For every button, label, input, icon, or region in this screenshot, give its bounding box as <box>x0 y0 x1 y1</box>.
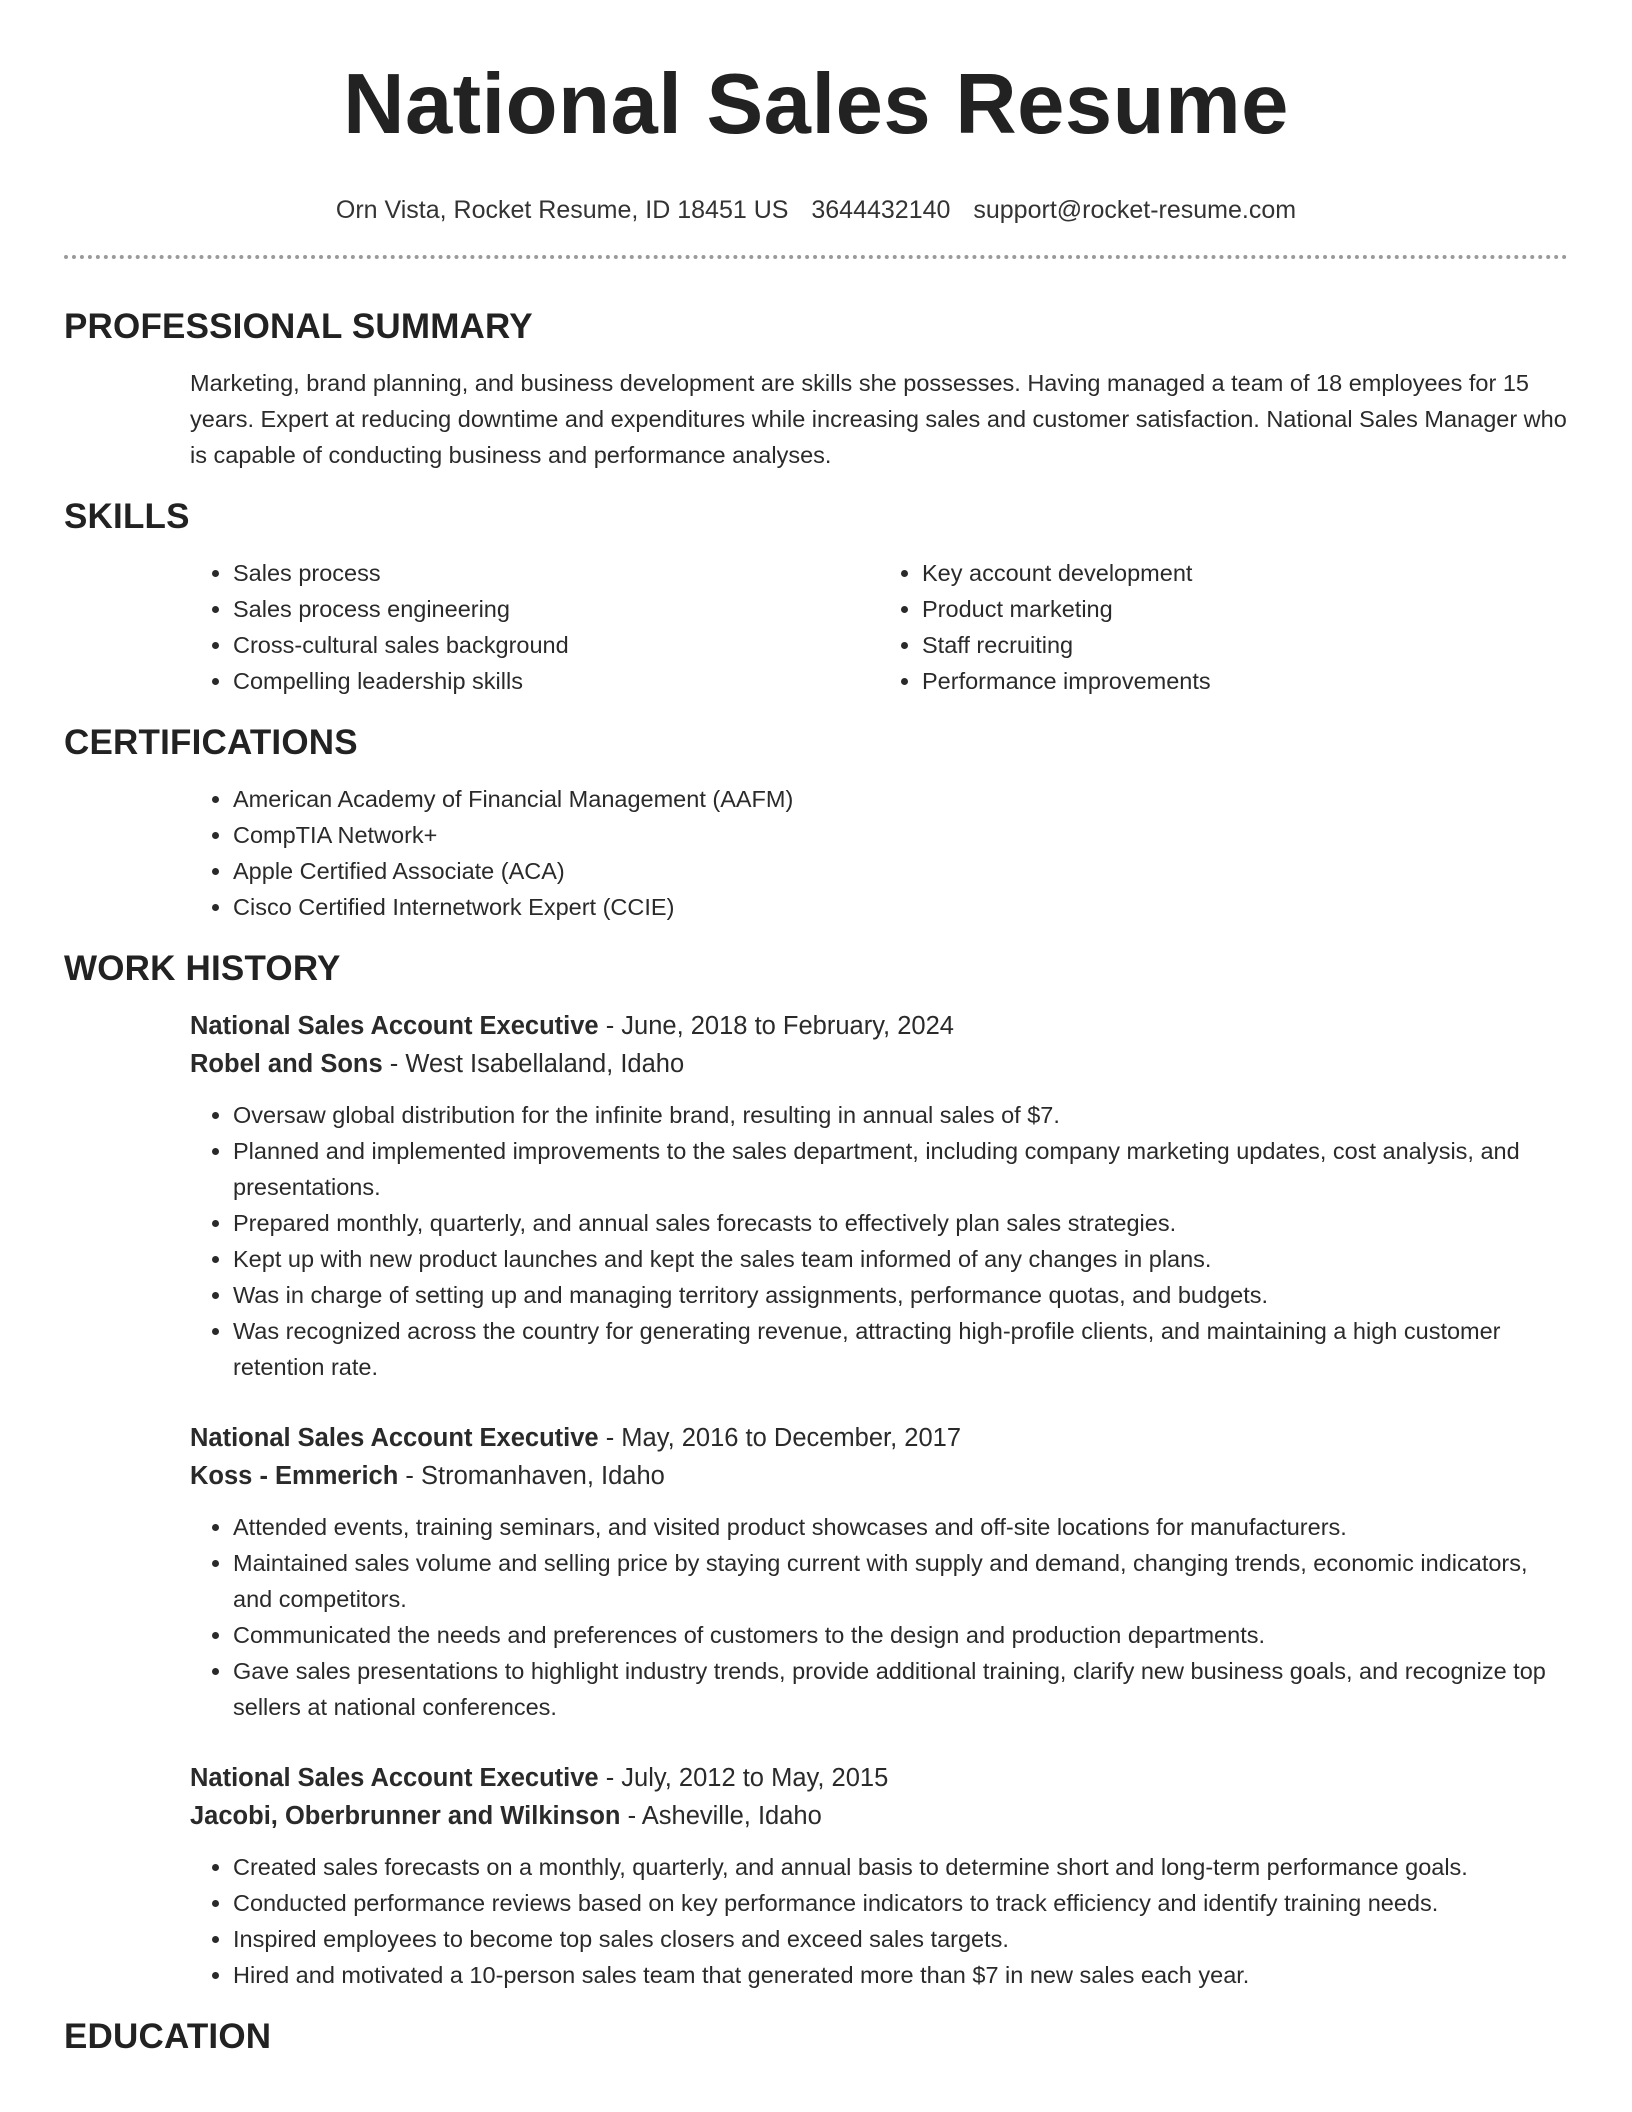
job-bullets <box>190 1509 1568 1725</box>
job-dates: - June, 2018 to February, 2024 <box>598 1012 954 1040</box>
job-entry <box>190 1419 1568 1725</box>
certifications-heading: CERTIFICATIONS <box>64 723 358 762</box>
contact-address: Orn Vista, Rocket Resume, ID 18451 US <box>335 196 789 224</box>
job-company-line <box>190 1045 1568 1083</box>
job-company-line <box>190 1457 1568 1495</box>
header-divider <box>64 255 1568 259</box>
contact-line <box>64 195 1568 225</box>
education-heading: EDUCATION <box>64 2017 272 2056</box>
skills-list-left <box>190 555 879 699</box>
job-title: National Sales Account Executive <box>190 1424 599 1452</box>
job-bullets <box>190 1849 1568 1993</box>
skill-item: • Performance improvements <box>922 663 1568 699</box>
job-bullet: • Planned and implemented improvements to the sales department, including company marketing updates, cost analysis, and presentations. <box>233 1133 1568 1205</box>
summary-section <box>190 365 1568 473</box>
job-title-line <box>190 1759 1568 1797</box>
job-bullet: • Hired and motivated a 10-person sales team that generated more than $7 in new sales each year. <box>233 1957 1568 1993</box>
job-dates: - July, 2012 to May, 2015 <box>598 1764 889 1792</box>
certification-item: • American Academy of Financial Management (AAFM) <box>233 781 1568 817</box>
job-location: - Stromanhaven, Idaho <box>398 1462 665 1490</box>
job-bullet: • Attended events, training seminars, and visited product showcases and off-site locations for manufacturers. <box>233 1509 1568 1545</box>
work-history-heading: WORK HISTORY <box>64 949 341 988</box>
skills-heading: SKILLS <box>64 497 190 536</box>
job-bullet: • Created sales forecasts on a monthly, quarterly, and annual basis to determine short and long-term performance goals. <box>233 1849 1568 1885</box>
job-title: National Sales Account Executive <box>190 1764 599 1792</box>
certifications-section <box>190 781 1568 925</box>
skill-item: • Product marketing <box>922 591 1568 627</box>
skill-item: • Cross-cultural sales background <box>233 627 879 663</box>
contact-email: support@rocket-resume.com <box>973 196 1297 224</box>
job-title-line <box>190 1007 1568 1045</box>
skill-item: • Compelling leadership skills <box>233 663 879 699</box>
skills-section <box>190 555 1568 699</box>
job-title-line <box>190 1419 1568 1457</box>
contact-phone: 3644432140 <box>811 196 951 224</box>
summary-text: Marketing, brand planning, and business development are skills she possesses. Having managed a team of 18 employees for 15 years. Expert at reducing downtime and expenditures while increasing sales and customer satisfaction. National Sales Manager who is capable of conducting business and performance analyses. <box>190 370 1567 468</box>
job-location: - Asheville, Idaho <box>620 1802 822 1830</box>
job-entry <box>190 1007 1568 1385</box>
job-bullet: • Kept up with new product launches and kept the sales team informed of any changes in plans. <box>233 1241 1568 1277</box>
job-dates: - May, 2016 to December, 2017 <box>598 1424 962 1452</box>
summary-heading: PROFESSIONAL SUMMARY <box>64 307 533 346</box>
certifications-list <box>190 781 1568 925</box>
certification-item: • Cisco Certified Internetwork Expert (CCIE) <box>233 889 1568 925</box>
job-company: Robel and Sons <box>190 1050 383 1078</box>
skill-item: • Sales process engineering <box>233 591 879 627</box>
job-location: - West Isabellaland, Idaho <box>382 1050 685 1078</box>
job-title: National Sales Account Executive <box>190 1012 599 1040</box>
job-company-line <box>190 1797 1568 1835</box>
job-entry <box>190 1759 1568 1993</box>
job-bullet: • Gave sales presentations to highlight industry trends, provide additional training, clarify new business goals, and recognize top sellers at national conferences. <box>233 1653 1568 1725</box>
job-company: Koss - Emmerich <box>190 1462 399 1490</box>
job-bullet: • Was in charge of setting up and managing territory assignments, performance quotas, and budgets. <box>233 1277 1568 1313</box>
skill-item: • Sales process <box>233 555 879 591</box>
job-bullet: • Was recognized across the country for generating revenue, attracting high-profile clients, and maintaining a high customer retention rate. <box>233 1313 1568 1385</box>
skill-item: • Key account development <box>922 555 1568 591</box>
job-bullet: • Maintained sales volume and selling price by staying current with supply and demand, changing trends, economic indicators, and competitors. <box>233 1545 1568 1617</box>
job-bullet: • Communicated the needs and preferences of customers to the design and production departments. <box>233 1617 1568 1653</box>
job-bullet: • Conducted performance reviews based on key performance indicators to track efficiency and identify training needs. <box>233 1885 1568 1921</box>
job-bullets <box>190 1097 1568 1385</box>
job-bullet: • Inspired employees to become top sales closers and exceed sales targets. <box>233 1921 1568 1957</box>
skills-list-right <box>879 555 1568 699</box>
certification-item: • Apple Certified Associate (ACA) <box>233 853 1568 889</box>
certification-item: • CompTIA Network+ <box>233 817 1568 853</box>
resume-title: National Sales Resume <box>343 57 1289 152</box>
job-company: Jacobi, Oberbrunner and Wilkinson <box>190 1802 621 1830</box>
job-bullet: • Prepared monthly, quarterly, and annual sales forecasts to effectively plan sales strategies. <box>233 1205 1568 1241</box>
skill-item: • Staff recruiting <box>922 627 1568 663</box>
job-bullet: • Oversaw global distribution for the infinite brand, resulting in annual sales of $7. <box>233 1097 1568 1133</box>
